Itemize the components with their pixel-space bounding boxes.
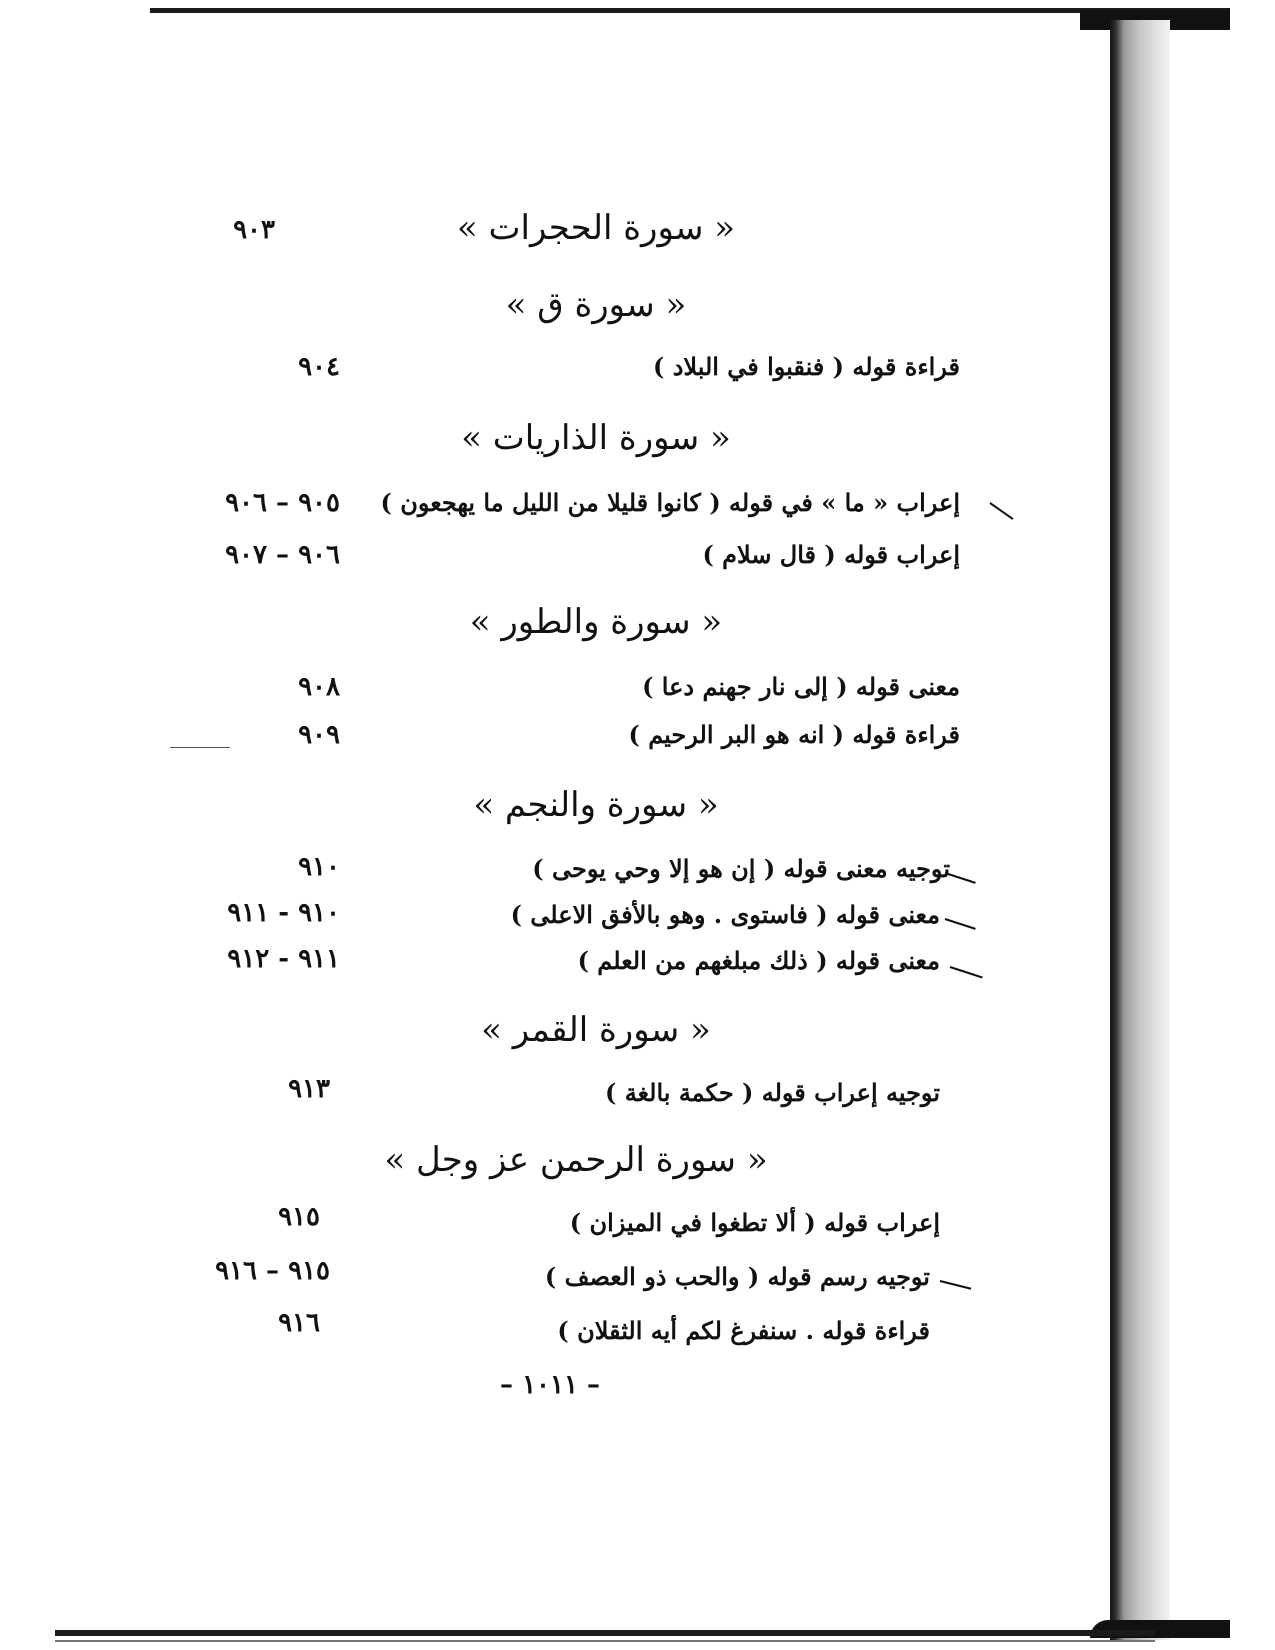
- index-entry-pages: ٩١٦: [278, 1308, 320, 1338]
- bottom-border-thin-line: [55, 1640, 1155, 1642]
- section-heading-dhariyat: « سورة الذاريات »: [461, 418, 731, 458]
- index-entry-text: معنى قوله ( فاستوى . وهو بالأفق الاعلى ): [510, 900, 940, 929]
- index-entry-pages: ٩٠٦ – ٩٠٧: [225, 540, 340, 570]
- index-entry-pages: ٩٠٥ – ٩٠٦: [225, 488, 340, 518]
- index-entry-pages: ٩١١ - ٩١٢: [227, 944, 340, 974]
- index-entry-text: قراءة قوله ( فنقبوا في البلاد ): [652, 352, 960, 381]
- margin-check-mark: [950, 966, 983, 978]
- margin-check-mark: [945, 918, 976, 930]
- section-heading-qaf: « سورة ق »: [505, 285, 687, 325]
- index-entry-text: توجيه معنى قوله ( إن هو إلا وحي يوحى ): [532, 854, 950, 883]
- index-entry-pages: ٩١٥: [278, 1202, 320, 1232]
- index-entry-pages: ٩١٠ - ٩١١: [227, 898, 340, 928]
- section-heading-tur: « سورة والطور »: [469, 602, 723, 642]
- index-entry-pages: ٩١٠: [298, 852, 340, 882]
- index-entry-text: معنى قوله ( ذلك مبلغهم من العلم ): [577, 946, 940, 975]
- index-entry-text: إعراب قوله ( قال سلام ): [702, 540, 960, 569]
- section-heading-qamar: « سورة القمر »: [481, 1010, 711, 1050]
- index-entry-pages: ٩٠٩: [298, 720, 340, 750]
- section-heading-rahman: « سورة الرحمن عز وجل »: [384, 1140, 768, 1180]
- page-folio-number: – ١٠١١ –: [500, 1370, 600, 1400]
- index-entry-text: إعراب قوله ( ألا تطغوا في الميزان ): [569, 1208, 940, 1237]
- index-entry-text: قراءة قوله ( انه هو البر الرحيم ): [628, 720, 960, 749]
- index-entry-text: معنى قوله ( إلى نار جهنم دعا ): [642, 672, 960, 701]
- section-heading-najm: « سورة والنجم »: [473, 785, 719, 825]
- index-entry-pages: ٩٠٨: [298, 672, 340, 702]
- bottom-border-line: [55, 1630, 1155, 1636]
- index-entry-pages: ٩١٣: [288, 1074, 330, 1104]
- index-entry-text: إعراب « ما » في قوله ( كانوا قليلا من الليل ما يهجعون ): [380, 488, 960, 517]
- margin-pen-stroke: [170, 747, 230, 748]
- margin-check-mark: [989, 502, 1013, 520]
- index-entry-pages: ٩٠٤: [298, 352, 340, 382]
- book-spine-shadow: [1110, 20, 1170, 1640]
- section-heading-hujurat: « سورة الحجرات »: [456, 208, 736, 248]
- index-entry-pages: ٩١٥ – ٩١٦: [215, 1256, 330, 1286]
- top-border-line: [150, 8, 1230, 13]
- margin-check-mark: [940, 1280, 972, 1290]
- index-entry-text: توجيه إعراب قوله ( حكمة بالغة ): [605, 1078, 940, 1107]
- index-entry-text: توجيه رسم قوله ( والحب ذو العصف ): [544, 1262, 930, 1291]
- index-entry-text: قراءة قوله . سنفرغ لكم أيه الثقلان ): [557, 1316, 930, 1345]
- section-page-number-hujurat: ٩٠٣: [233, 215, 275, 245]
